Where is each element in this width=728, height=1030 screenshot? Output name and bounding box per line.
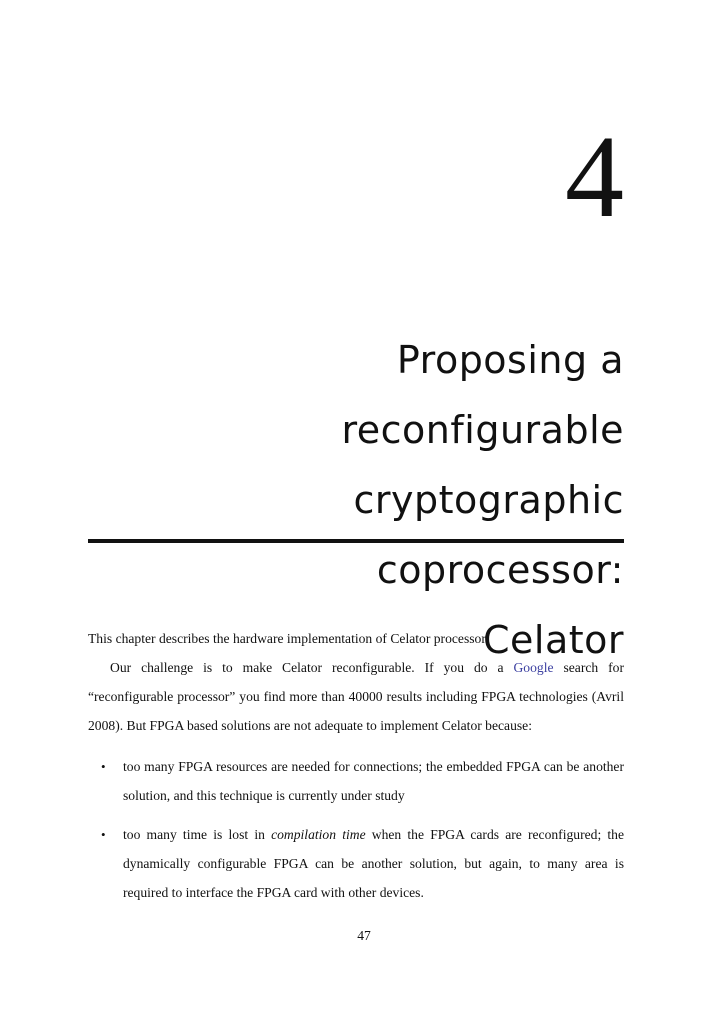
list-item-text: too many FPGA resources are needed for connections; the embedded FPGA can be another solution, and this technique is currently under study: [123, 759, 624, 803]
intro-paragraph: This chapter describes the hardware implementation of Celator processor.: [88, 631, 489, 646]
chapter-title: [150, 325, 624, 675]
list-item-text: too many time is lost in: [123, 827, 272, 842]
paragraph-text: search for “reconfigurable processor” you find more than 40000 results including FPGA technologies (Avril 2008). But FPGA based solutions are not adequate to implement Celator because:: [88, 660, 624, 733]
list-item-text: when the FPGA cards are reconfigured; the dynamically configurable FPGA can be another solution, but again, to many area is required to interface the FPGA card with other devices.: [123, 827, 625, 900]
chapter-title-line: Celator: [482, 618, 624, 662]
chapter-title-line: Proposing a reconfigurable: [341, 338, 624, 452]
list-item-emphasis: compilation time: [271, 827, 366, 842]
chapter-number: 4: [565, 111, 624, 242]
chapter-body: [88, 624, 624, 917]
bullet-list: [88, 752, 624, 907]
title-rule: [88, 539, 624, 543]
paragraph-text: Our challenge is to make Celator reconfigurable. If you do a: [110, 660, 514, 675]
page-number: 47: [357, 928, 371, 943]
bullet-icon: •: [101, 827, 106, 842]
google-link[interactable]: Google: [513, 660, 554, 675]
list-item: [88, 820, 624, 907]
challenge-paragraph: [88, 653, 624, 740]
bullet-icon: •: [101, 759, 106, 774]
chapter-title-line: cryptographic coprocessor:: [353, 478, 624, 592]
list-item: [88, 752, 624, 810]
